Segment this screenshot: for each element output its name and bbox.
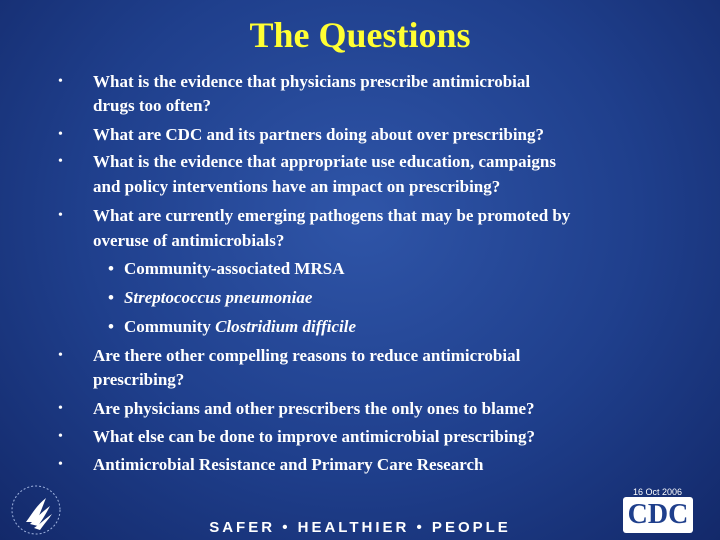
bullet-text-cont: overuse of antimicrobials? <box>93 231 285 250</box>
sub-bullet-text: Streptococcus pneumoniae <box>123 288 313 307</box>
sub-bullet-cdiff <box>108 317 356 337</box>
sub-bullet-text: Community <box>123 317 216 336</box>
sub-bullet-mrsa <box>108 259 344 279</box>
cdc-logo-icon <box>623 497 693 533</box>
bullet-text: What else can be done to improve antimicrobial prescribing? <box>93 427 535 446</box>
bullet-dot: • <box>58 154 63 169</box>
sub-bullet-dot: • <box>108 288 114 307</box>
sub-bullet-dot: • <box>108 317 114 336</box>
bullet-text-cont: drugs too often? <box>93 96 212 115</box>
bullet-text: Are there other compelling reasons to reduce antimicrobial <box>93 346 521 365</box>
bullet-text: Antimicrobial Resistance and Primary Care Research <box>93 455 484 474</box>
bullet-text-cont: prescribing? <box>93 370 185 389</box>
bullet-text: Are physicians and other prescribers the only ones to blame? <box>93 399 535 418</box>
sub-bullet-text: Community-associated MRSA <box>123 259 345 278</box>
bullet-text-cont: and policy interventions have an impact on prescribing? <box>93 177 501 196</box>
sub-bullet-dot: • <box>108 259 114 278</box>
slide-title: The Questions <box>249 15 471 55</box>
bullet-dot: • <box>58 74 63 89</box>
cdc-logo-text: CDC <box>627 499 689 530</box>
bullet-text: What are currently emerging pathogens that may be promoted by <box>93 206 571 225</box>
bullet-text: What are CDC and its partners doing about over prescribing? <box>93 125 544 144</box>
footer-tagline: SAFER • HEALTHIER • PEOPLE <box>209 519 511 536</box>
sub-bullet-strep <box>108 288 312 308</box>
bullet-dot: • <box>58 457 63 472</box>
bullet-dot: • <box>58 429 63 444</box>
bullet-text: What is the evidence that physicians prescribe antimicrobial <box>93 72 531 91</box>
sub-bullet-text-italic: Clostridium difficile <box>215 317 356 336</box>
bullet-dot: • <box>58 401 63 416</box>
bullet-dot: • <box>58 348 63 363</box>
bullet-dot: • <box>58 127 63 142</box>
bullet-text: What is the evidence that appropriate use education, campaigns <box>93 152 556 171</box>
bullet-dot: • <box>58 208 63 223</box>
slide-date: 16 Oct 2006 <box>633 487 683 497</box>
